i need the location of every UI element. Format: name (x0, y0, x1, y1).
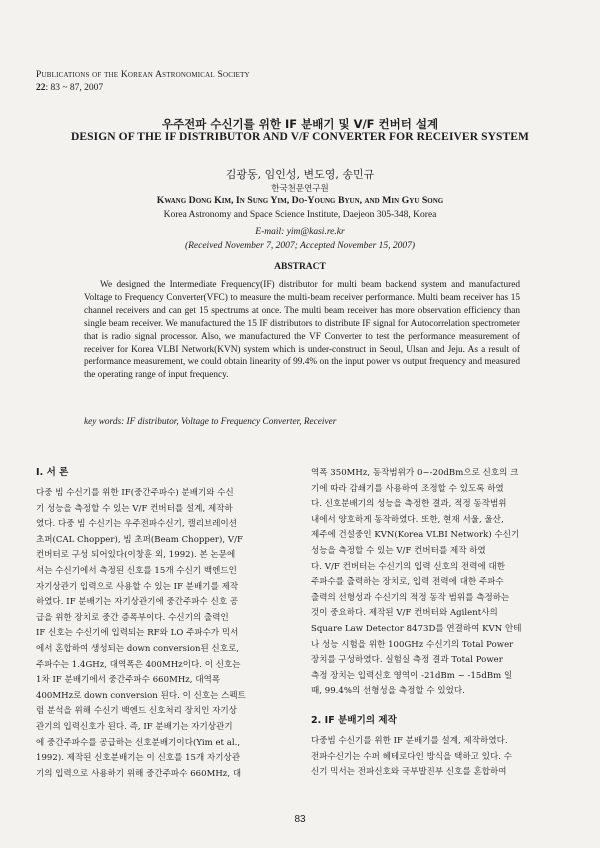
text-line: 급을 위한 장치로 중간 증폭부이다. 수신기의 출력인 (36, 612, 229, 623)
author-email: E-mail: yim@kasi.re.kr (255, 227, 345, 237)
section-1-continued (311, 466, 563, 700)
institution-english: Korea Astronomy and Space Science Institute, Daejeon 305-348, Korea (163, 210, 437, 220)
abstract-heading: ABSTRACT (274, 262, 326, 272)
text-line: 성능을 측정할 수 있는 V/F 컨버터를 제작 하였 (311, 545, 486, 556)
text-line: 다중빔 수신기를 위한 IF 분배기를 설계, 제작하였다. (311, 735, 508, 746)
journal-volume: 22 (36, 83, 46, 93)
text-line: 관기의 입력신호가 된다. 즉, IF 분배기는 자기상관기 (36, 721, 233, 732)
text-line: 장치를 구성하였다. 실험실 측정 결과 Total Power (311, 655, 503, 666)
received-dates: (Received November 7, 2007; Accepted November 15, 2007) (184, 241, 416, 251)
text-line: 기 성능을 측정할 수 있는 V/F 컨버터를 설계, 제작하 (36, 503, 233, 514)
section-1-title: I. 서 론 (36, 467, 69, 478)
text-line: 측정 장치는 입력신호 영역이 -21dBm ~ -15dBm 일 (311, 670, 513, 681)
text-line: 컨버터로 구성 되어있다(이창훈 외, 1992). 본 논문에 (36, 550, 236, 561)
abstract-text: We designed the Intermediate Frequency(IF) distributor for multi beam backend system and manufactured Voltage to Frequency Converter(VFC) to measure the multi-beam receiver performance. Multi beam receiver has 15 channel receivers and can get 15 spectrums at once. The multi beam receiver has more observation efficiency than single beam receiver. We manufactured the 15 IF distributors to distribute IF signal for Autocorrelation spectrometer that is radio signal processor. Also, we manufactured the VF Converter to test the performance measurement of receiver for Korea VLBI Network(KVN) system which is under-construct in Seoul, Ulsan and Jeju. As a result of performance measurement, we could obtain linearity of 99.4% on the input power vs output frequency and measured the operating range of input frequency. (84, 280, 520, 381)
journal-pages: : 83 ~ 87, 2007 (45, 83, 104, 93)
title-korean: 우주전파 수신기를 위한 IF 분배기 및 V/F 컨버터 설계 (161, 117, 439, 131)
text-line: 것이 중요하다. 제작된 V/F 컨버터와 Agilent사의 (311, 608, 498, 619)
text-line: 400MHz로 down conversion 된다. 이 신호는 스펙트 (36, 690, 246, 701)
text-line: 기의 입력으로 사용하기 위해 중간주파수 660MHz, 대 (36, 768, 242, 779)
section-2-body (311, 734, 563, 781)
text-line: 다중 빔 수신기를 위한 IF(중간주파수) 분배기와 수신 (36, 488, 234, 498)
text-line: 주파수는 1.4GHz, 대역폭은 400MHz이다. 이 신호는 (36, 659, 241, 670)
text-line: 역폭 350MHz, 동작범위가 0~-20dBm으로 신호의 크 (311, 468, 519, 478)
text-line: 하였다. IF 분배기는 자기상관기에 중간주파수 신호 공 (36, 597, 239, 608)
text-line: 출력의 선형성과 수신기의 적정 동작 범위를 측정하는 (311, 592, 510, 603)
text-line: 였다. 다중 빔 수신기는 우주전파수신기, 캘리브레이션 (36, 519, 238, 530)
text-line: IF 신호는 수신기에 입력되는 RF와 LO 주파수가 믹서 (36, 628, 239, 639)
text-line: 전파수신기는 수퍼 헤테로다인 방식을 택하고 있다. 수 (311, 751, 513, 762)
section-2-title: 2. IF 분배기의 제작 (311, 714, 397, 726)
text-line: 에 중간주파수를 공급하는 신호분배기이다(Yim et al., (36, 737, 241, 748)
text-line: 서는 수신기에서 측정된 신호를 15개 수신기 백엔드인 (36, 565, 237, 576)
text-line: 에서 혼합하여 생성되는 down conversion된 신호로, (36, 643, 240, 654)
title-english: DESIGN OF THE IF DISTRIBUTOR AND V/F CONVERTER FOR RECEIVER SYSTEM (71, 131, 529, 143)
authors-korean: 김광동, 임인성, 변도영, 송민규 (225, 168, 375, 181)
text-line: 때, 99.4%의 선형성을 측정할 수 있었다. (311, 686, 465, 697)
text-line: 주파수를 출력하는 장치로, 입력 전력에 대한 주파수 (311, 577, 504, 588)
text-line: 제주에 건설중인 KVN(Korea VLBI Network) 수신기 (311, 530, 520, 541)
institution-korean: 한국천문연구원 (271, 184, 329, 194)
journal-name: Publications of the Korean Astronomical Society (36, 70, 250, 80)
right-column (311, 466, 563, 781)
section-1-body (36, 486, 288, 782)
text-line: Square Law Detector 8473D를 연결하여 KVN 안테 (311, 623, 522, 634)
text-line: 1992). 제작된 신호분배기는 이 신호를 15개 자기상관 (36, 753, 241, 764)
text-line: 기에 따라 감쇄기를 사용하여 조정할 수 있도록 하였 (311, 483, 504, 494)
authors-english: Kwang Dong Kim, In Sung Yim, Do-Young Byun, and Min Gyu Song (156, 195, 444, 206)
text-line: 자기상관기 입력으로 사용할 수 있는 IF 분배기를 제작 (36, 581, 239, 592)
text-line: 내에서 양호하게 동작하였다. 또한, 현재 서울, 울산, (311, 514, 504, 525)
text-line: 초퍼(CAL Chopper), 빔 초퍼(Beam Chopper), V/F (36, 534, 243, 545)
journal-header (36, 69, 250, 95)
keywords: key words: IF distributor, Voltage to Frequency Converter, Receiver (84, 417, 337, 427)
text-line: 다. 신호분배기의 성능을 측정한 결과, 적정 동작범위 (311, 499, 507, 510)
text-line: 나 성능 시험을 위한 100GHz 수신기의 Total Power (311, 639, 514, 650)
text-line: 1차 IF 분배기에서 중간주파수 660MHz, 대역폭 (36, 675, 221, 686)
left-column (36, 466, 288, 782)
page-number: 83 (294, 814, 306, 825)
text-line: 럼 분석을 위해 수신기 백엔드 신호처리 장치인 자기상 (36, 706, 238, 717)
text-line: 다. V/F 컨버터는 수신기의 입력 신호의 전력에 대한 (311, 561, 506, 572)
text-line: 신기 믹서는 전파신호와 국부발진부 신호를 혼합하여 (311, 767, 507, 778)
